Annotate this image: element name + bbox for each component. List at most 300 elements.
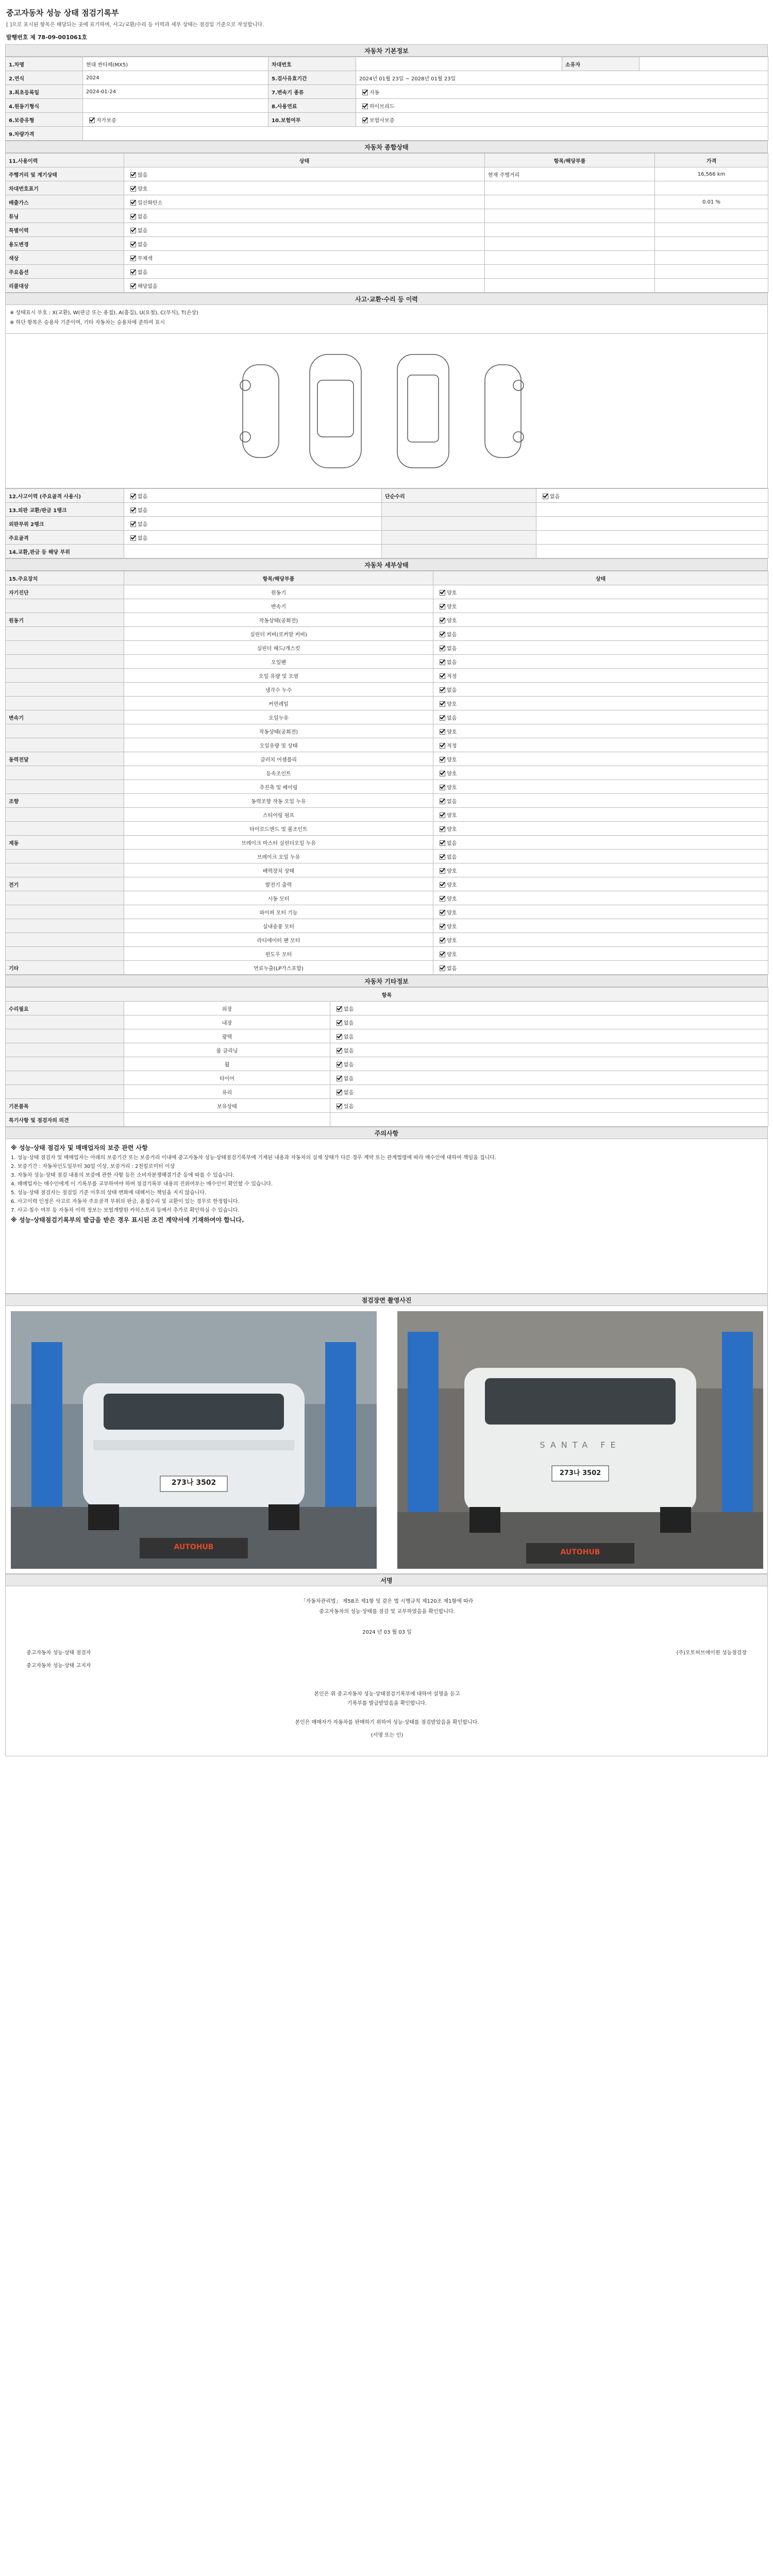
extra-status-text: 없음 [344, 1062, 354, 1068]
detail-status-text: 양호 [447, 910, 457, 916]
detail-group [6, 808, 124, 822]
detail-item: 원동기 [124, 585, 433, 599]
history-status2-text: 없음 [550, 494, 560, 500]
table-row [6, 251, 768, 265]
checkbox-icon[interactable] [440, 646, 445, 651]
extra-item: 보유상태 [124, 1099, 330, 1113]
detail-status-text: 없음 [447, 715, 457, 721]
checkbox-icon[interactable] [440, 826, 445, 832]
basic-value: 하이브리드 [356, 99, 768, 113]
notice-line: 2. 보증기간 : 자동차인도일부터 30일 이상, 보증거리 : 2천킬로미터 이상 [11, 1164, 175, 1170]
section-basic: 자동차 기본정보 [5, 44, 768, 57]
history-status2 [536, 545, 768, 558]
legend [5, 305, 768, 334]
overall-status [124, 181, 485, 195]
extra-status [330, 1015, 768, 1029]
detail-group [6, 850, 124, 863]
basic-value: 2024년 01월 23일 ~ 2028년 01월 23일 [356, 71, 768, 85]
detail-item: 커먼레일 [124, 697, 433, 710]
overall-head: 11.사용이력 [6, 154, 124, 167]
car-outline-icon [232, 344, 542, 478]
overall-status [124, 265, 485, 279]
extra-status-text: 없음 [344, 1034, 354, 1040]
checkbox-icon[interactable] [337, 1020, 342, 1026]
detail-status-text: 없음 [447, 646, 457, 652]
detail-status [433, 669, 768, 683]
checkbox-icon[interactable] [130, 214, 136, 219]
car-front-photo-icon [11, 1311, 377, 1569]
basic-label: 소유자 [562, 57, 640, 71]
detail-status [433, 905, 768, 919]
checkbox-icon[interactable] [543, 494, 548, 499]
overall-key: 용도변경 [6, 237, 124, 251]
overall-status [124, 237, 485, 251]
detail-status [433, 766, 768, 780]
history-status [124, 545, 382, 558]
checkbox-icon[interactable] [440, 632, 445, 637]
checkbox-icon[interactable] [440, 604, 445, 609]
detail-status [433, 697, 768, 710]
table-row [6, 1043, 768, 1057]
sign-line: 본인은 매매자가 자동차를 판매하기 위하여 성능·상태를 점검받았음을 확인합니다. [295, 1720, 479, 1725]
sign-line: 본인은 위 중고자동차 성능·상태점검기록부에 대하여 설명을 듣고 [314, 1691, 460, 1697]
basic-value: 현대 싼타페(MX5) [83, 57, 268, 71]
extra-status [330, 1099, 768, 1113]
detail-status-text: 양호 [447, 812, 457, 819]
extra-group [6, 1043, 124, 1057]
checkbox-icon[interactable] [337, 1048, 342, 1054]
detail-status [433, 710, 768, 724]
detail-item: 오일유량 및 상태 [124, 738, 433, 752]
checkbox-icon[interactable] [440, 965, 445, 971]
overall-part [485, 195, 655, 209]
overall-status [124, 279, 485, 293]
detail-group [6, 933, 124, 947]
overall-status [124, 195, 485, 209]
checkbox-icon[interactable] [440, 938, 445, 943]
table-row [6, 641, 768, 655]
section-detail: 자동차 세부상태 [5, 558, 768, 571]
history-status [124, 489, 382, 503]
detail-status [433, 933, 768, 947]
table-row [6, 279, 768, 293]
sign-line: 중고자동차의 성능·상태를 점검 및 교부하였음을 확인합니다. [319, 1609, 455, 1615]
section-sign: 서명 [5, 1574, 768, 1586]
checkbox-icon[interactable] [362, 90, 368, 95]
history-key2 [382, 545, 536, 558]
checkbox-icon[interactable] [440, 771, 445, 776]
table-row [6, 489, 768, 503]
checkbox-icon[interactable] [130, 535, 136, 541]
checkbox-icon[interactable] [89, 117, 95, 123]
detail-group [6, 766, 124, 780]
notice-line: 7. 사고·침수 여부 등 자동차 이력 정보는 보험개발원 카히스토리 등에서 추가로 확인하실 수 있습니다. [11, 1208, 240, 1213]
detail-status-text: 없음 [447, 687, 457, 693]
detail-group [6, 599, 124, 613]
detail-group [6, 697, 124, 710]
detail-status-text: 양호 [447, 618, 457, 624]
overall-table [5, 153, 768, 293]
detail-group [6, 627, 124, 641]
legend-line: ※ 하단 항목은 승용차 기준이며, 기타 자동차는 승용차에 준하여 표시 [10, 320, 165, 326]
table-row [6, 1002, 768, 1015]
detail-item: 변속기 [124, 599, 433, 613]
overall-value [655, 279, 768, 293]
detail-item: 실린더 커버(로커암 커버) [124, 627, 433, 641]
basic-label: 2.연식 [6, 71, 83, 85]
table-row [6, 1099, 768, 1113]
history-status2 [536, 489, 768, 503]
checkbox-icon[interactable] [440, 812, 445, 818]
extra-status [330, 1002, 768, 1015]
legend-line: ※ 상태표시 부호 : X(교환), W(판금 또는 용접), A(흠집), U(요철), C(부식), T(손상) [10, 310, 198, 316]
detail-group [6, 669, 124, 683]
checkbox-icon[interactable] [440, 743, 445, 749]
detail-status [433, 599, 768, 613]
overall-key: 배출가스 [6, 195, 124, 209]
history-status [124, 503, 382, 517]
extra-status-text: 없음 [344, 1076, 354, 1082]
basic-value [83, 99, 268, 113]
detail-status-text: 양호 [447, 896, 457, 902]
overall-value [655, 223, 768, 237]
checkbox-icon[interactable] [440, 952, 445, 957]
sign-date: 2024 년 03 월 03 일 [362, 1630, 412, 1635]
checkbox-icon[interactable] [130, 507, 136, 513]
overall-status [124, 251, 485, 265]
detail-group [6, 863, 124, 877]
checkbox-icon[interactable] [130, 242, 136, 247]
section-photos: 점검장면 촬영사진 [5, 1294, 768, 1306]
overall-status-text: 많음 [138, 172, 148, 178]
checkbox-icon[interactable] [440, 882, 445, 888]
table-row [6, 1113, 768, 1127]
history-status2 [536, 503, 768, 517]
detail-status-text: 없음 [447, 965, 457, 972]
detail-status-text: 양호 [447, 590, 457, 596]
table-row [6, 822, 768, 836]
table-row [6, 947, 768, 961]
overall-key: 리콜대상 [6, 279, 124, 293]
table-row [6, 167, 768, 181]
table-row [6, 780, 768, 794]
table-row [6, 905, 768, 919]
detail-item: 브레이크 마스터 실린더오일 누유 [124, 836, 433, 850]
checkbox-icon[interactable] [440, 924, 445, 929]
extra-group [6, 1015, 124, 1029]
overall-status [124, 209, 485, 223]
detail-group: 제동 [6, 836, 124, 850]
checkbox-icon[interactable] [440, 673, 445, 679]
table-row [6, 1029, 768, 1043]
detail-status-text: 양호 [447, 882, 457, 888]
overall-key: 주행거리 및 계기상태 [6, 167, 124, 181]
extra-status-text: 없음 [344, 1006, 354, 1012]
overall-key: 주요옵션 [6, 265, 124, 279]
detail-status-text: 양호 [447, 729, 457, 735]
checkbox-icon[interactable] [130, 172, 136, 178]
detail-status-text: 양호 [447, 604, 457, 610]
history-status [124, 531, 382, 545]
table-row [6, 836, 768, 850]
basic-table [5, 57, 768, 141]
overall-status-text: 없음 [138, 228, 148, 234]
extra-status [330, 1071, 768, 1085]
detail-status [433, 585, 768, 599]
checkbox-icon[interactable] [337, 1090, 342, 1095]
detail-group: 자기진단 [6, 585, 124, 599]
notice-line: 6. 사고이력 인정은 사고로 자동차 주요골격 부위의 판금, 용접수리 및 교환이 있는 경우로 한정합니다. [11, 1199, 240, 1205]
basic-label: 6.보증유형 [6, 113, 83, 127]
basic-label: 5.검사유효기간 [268, 71, 356, 85]
overall-key: 튜닝 [6, 209, 124, 223]
table-row [6, 752, 768, 766]
detail-item: 발전기 출력 [124, 877, 433, 891]
extra-group [6, 1057, 124, 1071]
checkbox-icon[interactable] [440, 729, 445, 735]
overall-part [485, 237, 655, 251]
detail-group [6, 822, 124, 836]
overall-part [485, 279, 655, 293]
table-row [6, 545, 768, 558]
extra-item [124, 1113, 330, 1127]
table-row [6, 209, 768, 223]
overall-head: 가격 [655, 154, 768, 167]
basic-value [640, 57, 768, 71]
detail-group [6, 738, 124, 752]
checkbox-icon[interactable] [130, 283, 136, 289]
section-history: 사고·교환·수리 등 이력 [5, 293, 768, 305]
rear-logo: AUTOHUB [560, 1548, 600, 1556]
checkbox-icon[interactable] [440, 687, 445, 693]
checkbox-icon[interactable] [130, 521, 136, 527]
detail-status [433, 891, 768, 905]
checkbox-icon[interactable] [130, 200, 136, 206]
serial-value: 78-09-001061호 [37, 34, 88, 41]
photos-panel [5, 1306, 768, 1574]
overall-value: 16,566 km [655, 167, 768, 181]
detail-group: 전기 [6, 877, 124, 891]
checkbox-icon[interactable] [440, 840, 445, 846]
checkbox-icon[interactable] [337, 1076, 342, 1081]
checkbox-icon[interactable] [440, 799, 445, 804]
detail-status [433, 822, 768, 836]
detail-group: 동력전달 [6, 752, 124, 766]
sign-label: 중고자동차 성능·상태 점검자 [26, 1650, 91, 1656]
checkbox-icon[interactable] [440, 785, 445, 790]
detail-item: 타이로드엔드 및 볼조인트 [124, 822, 433, 836]
detail-status [433, 919, 768, 933]
detail-status-text: 양호 [447, 952, 457, 958]
detail-status [433, 738, 768, 752]
table-row [6, 919, 768, 933]
detail-status [433, 780, 768, 794]
detail-group: 변속기 [6, 710, 124, 724]
checkbox-icon[interactable] [130, 228, 136, 233]
detail-status [433, 836, 768, 850]
extra-head: 항목 [6, 988, 768, 1002]
detail-item: 실내송풍 모터 [124, 919, 433, 933]
overall-part [485, 223, 655, 237]
detail-status [433, 808, 768, 822]
basic-label: 차대번호 [268, 57, 356, 71]
overall-status-text: 일산화탄소 [138, 200, 163, 206]
checkbox-icon[interactable] [130, 256, 136, 261]
detail-item: 추진축 및 베어링 [124, 780, 433, 794]
detail-group [6, 641, 124, 655]
overall-status-text: 양호 [138, 186, 148, 192]
extra-group: 수리필요 [6, 1002, 124, 1015]
basic-label: 4.원동기형식 [6, 99, 83, 113]
extra-item: 휠 [124, 1057, 330, 1071]
overall-part [485, 209, 655, 223]
extra-status [330, 1029, 768, 1043]
checkbox-icon[interactable] [440, 868, 445, 874]
detail-group: 기타 [6, 961, 124, 975]
history-key: 13.외판 교환/판금 1랭크 [6, 503, 124, 517]
extra-status-text: 없음 [344, 1020, 354, 1026]
history-status-text: 없음 [138, 521, 148, 528]
history-key2 [382, 531, 536, 545]
sign-line: 기록부를 발급받았음을 확인합니다. [347, 1701, 427, 1706]
rear-brand: SANTA FE [540, 1440, 621, 1450]
serial-number [6, 33, 768, 41]
overall-value [655, 265, 768, 279]
checkbox-icon[interactable] [440, 618, 445, 623]
detail-status-text: 없음 [447, 799, 457, 805]
table-row [6, 517, 768, 531]
extra-status [330, 1113, 768, 1127]
checkbox-icon[interactable] [440, 659, 445, 665]
detail-status [433, 752, 768, 766]
basic-value: 2024-01-24 [83, 85, 268, 99]
detail-item: 와이퍼 모터 기능 [124, 905, 433, 919]
checkbox-icon[interactable] [440, 896, 445, 902]
detail-item: 윈도우 모터 [124, 947, 433, 961]
basic-value [83, 127, 768, 141]
checkbox-icon[interactable] [362, 104, 368, 109]
detail-group: 조향 [6, 794, 124, 808]
table-row [6, 1015, 768, 1029]
basic-label: 10.보험여부 [268, 113, 356, 127]
extra-table [5, 987, 768, 1127]
rear-plate: 273나 3502 [559, 1469, 601, 1477]
history-key2 [382, 503, 536, 517]
checkbox-icon[interactable] [337, 1034, 342, 1040]
checkbox-icon[interactable] [130, 269, 136, 275]
section-overall: 자동차 종합상태 [5, 141, 768, 153]
overall-status [124, 167, 485, 181]
detail-status [433, 794, 768, 808]
detail-item: 오일누유 [124, 710, 433, 724]
overall-value [655, 251, 768, 265]
history-key2: 단순수리 [382, 489, 536, 503]
history-status-text: 없음 [138, 535, 148, 541]
detail-status-text: 적정 [447, 743, 457, 749]
detail-group [6, 683, 124, 697]
history-key: 주요골격 [6, 531, 124, 545]
overall-status-text: 해당없음 [138, 283, 158, 290]
extra-group [6, 1085, 124, 1099]
table-row [6, 265, 768, 279]
detail-item: 냉각수 누수 [124, 683, 433, 697]
extra-group: 특기사항 및 점검자의 의견 [6, 1113, 124, 1127]
table-row [6, 1085, 768, 1099]
detail-status [433, 641, 768, 655]
detail-item: 작동상태(공회전) [124, 613, 433, 627]
checkbox-icon[interactable] [440, 854, 445, 860]
checkbox-icon[interactable] [440, 757, 445, 762]
checkbox-icon[interactable] [130, 186, 136, 192]
table-row [6, 850, 768, 863]
table-row [6, 683, 768, 697]
notice-line: 3. 자동차 성능·상태 점검 내용의 보증에 관한 사항 등은 소비자분쟁해결기준 등에 따를 수 있습니다. [11, 1173, 234, 1178]
extra-status [330, 1085, 768, 1099]
detail-status [433, 877, 768, 891]
detail-group: 원동기 [6, 613, 124, 627]
detail-status [433, 947, 768, 961]
detail-item: 작동상태(공회전) [124, 724, 433, 738]
sign-panel [5, 1586, 768, 1756]
sign-value: (주)오토허브에이원 성능점검장 [676, 1650, 747, 1656]
detail-group [6, 655, 124, 669]
basic-label: 1.차명 [6, 57, 83, 71]
extra-status-text: 없음 [344, 1048, 354, 1054]
history-status2 [536, 517, 768, 531]
detail-status [433, 961, 768, 975]
basic-value: 자가보증 [83, 113, 268, 127]
car-diagram [5, 334, 768, 488]
basic-label: 7.변속기 종류 [268, 85, 356, 99]
overall-head: 상태 [124, 154, 485, 167]
table-row [6, 863, 768, 877]
checkbox-icon[interactable] [337, 1006, 342, 1012]
page-title: 중고자동차 성능 상태 점검기록부 [6, 8, 119, 18]
checkbox-icon[interactable] [440, 701, 445, 707]
detail-status-text: 양호 [447, 826, 457, 833]
detail-status [433, 655, 768, 669]
overall-value [655, 237, 768, 251]
checkbox-icon[interactable] [337, 1062, 342, 1067]
detail-status [433, 850, 768, 863]
extra-item: 외장 [124, 1002, 330, 1015]
front-photo [11, 1311, 377, 1569]
detail-head: 15.주요장치 [6, 571, 124, 585]
checkbox-icon[interactable] [440, 715, 445, 721]
checkbox-icon[interactable] [440, 590, 445, 596]
overall-part: 현재 주행거리 [485, 167, 655, 181]
checkbox-icon[interactable] [440, 910, 445, 916]
extra-group [6, 1071, 124, 1085]
table-row [6, 710, 768, 724]
checkbox-icon[interactable] [362, 117, 368, 123]
checkbox-icon[interactable] [130, 494, 136, 499]
extra-status-text: 있음 [344, 1104, 354, 1110]
detail-status [433, 724, 768, 738]
detail-status [433, 863, 768, 877]
detail-table [5, 571, 768, 975]
section-extra: 자동차 기타정보 [5, 975, 768, 987]
detail-status-text: 양호 [447, 924, 457, 930]
table-row [6, 891, 768, 905]
detail-head: 항목/해당부품 [124, 571, 433, 585]
history-key: 외판부위 2랭크 [6, 517, 124, 531]
overall-key: 차대번호표기 [6, 181, 124, 195]
rear-photo [397, 1311, 763, 1569]
detail-status [433, 683, 768, 697]
checkbox-icon[interactable] [337, 1104, 342, 1109]
table-row [6, 697, 768, 710]
